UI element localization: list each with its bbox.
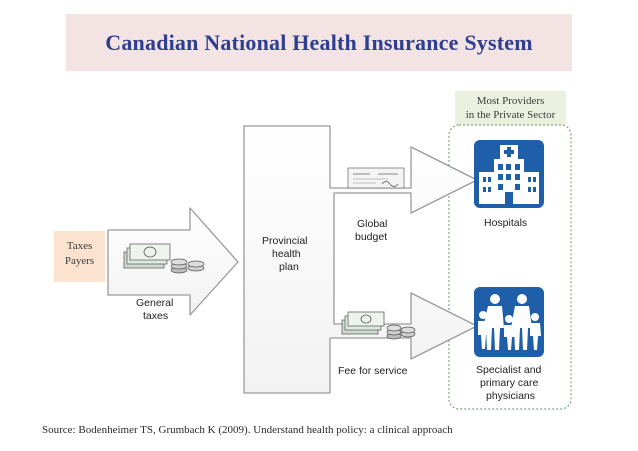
taxes-payers-line-2: Payers bbox=[64, 255, 95, 267]
people-group-icon bbox=[474, 287, 544, 357]
global-budget-label-line-1: Global bbox=[357, 218, 388, 230]
source-citation: Source: Bodenheimer TS, Grumbach K (2009). Understand health policy: a clinical approach bbox=[42, 424, 453, 436]
specialists-label-line-1: Specialist and bbox=[476, 364, 542, 376]
global-budget-label-line-2: budget bbox=[355, 231, 388, 243]
specialists-label-line-3: physicians bbox=[486, 390, 536, 402]
hospital-building-icon bbox=[474, 140, 544, 208]
providers-label-line-1: Most Providers bbox=[476, 95, 545, 107]
providers-label-line-2: in the Private Sector bbox=[465, 109, 556, 121]
cheque-icon bbox=[348, 168, 404, 188]
page-title: Canadian National Health Insurance System bbox=[105, 30, 533, 55]
provincial-plan-label-line-1: Provincial bbox=[262, 235, 308, 247]
general-taxes-label-line-2: taxes bbox=[143, 310, 169, 322]
provincial-plan-label-line-2: health bbox=[272, 248, 301, 260]
hospitals-label: Hospitals bbox=[484, 217, 528, 229]
fee-for-service-label: Fee for service bbox=[338, 365, 408, 377]
provincial-plan-label-line-3: plan bbox=[279, 261, 299, 273]
taxes-payers-line-1: Taxes bbox=[66, 240, 93, 252]
specialists-label-line-2: primary care bbox=[480, 377, 539, 389]
general-taxes-label-line-1: General bbox=[136, 297, 174, 309]
